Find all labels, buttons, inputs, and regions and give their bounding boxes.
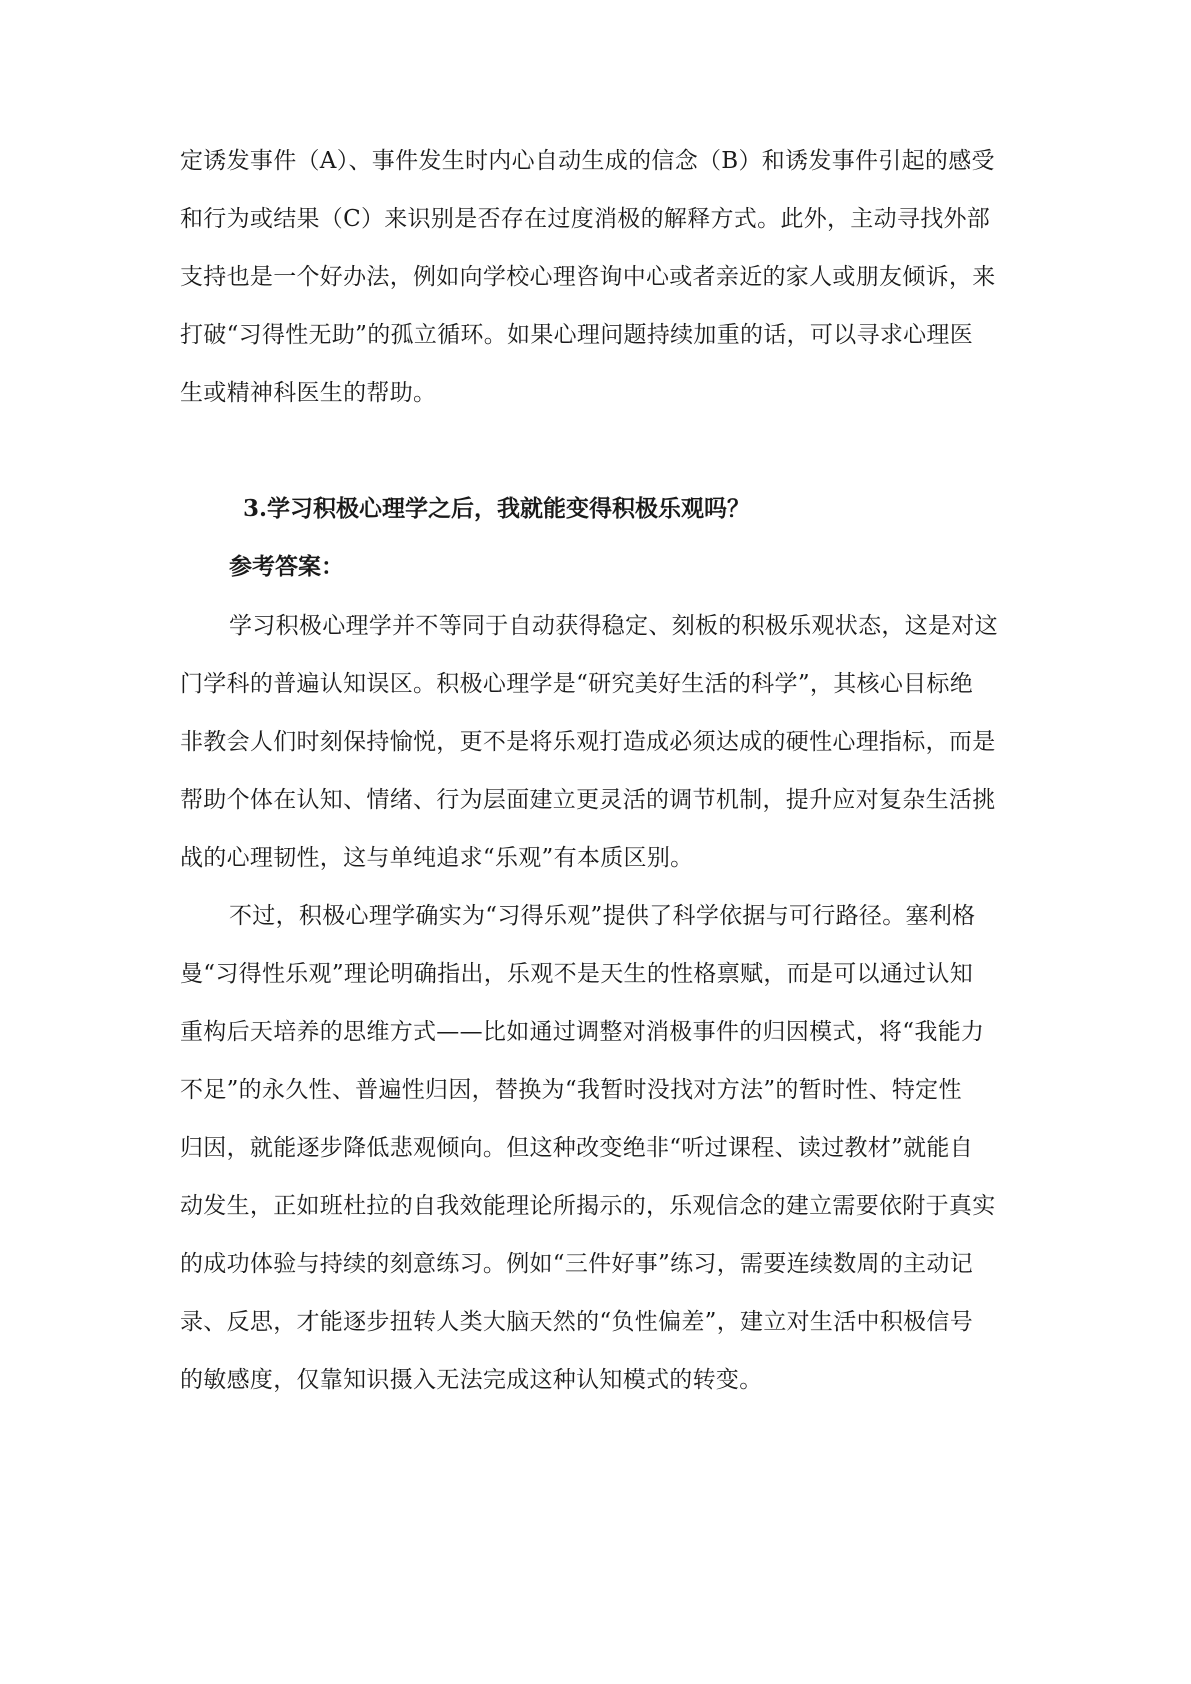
paragraph-line: 非教会人们时刻保持愉悦，更不是将乐观打造成必须达成的硬性心理指标，而是 xyxy=(180,729,996,755)
paragraph-line: 帮助个体在认知、情绪、行为层面建立更灵活的调节机制，提升应对复杂生活挑 xyxy=(180,787,996,813)
paragraph-line: 的成功体验与持续的刻意练习。例如“三件好事”练习，需要连续数周的主动记 xyxy=(180,1251,974,1277)
paragraph-line: 动发生，正如班杜拉的自我效能理论所揭示的，乐观信念的建立需要依附于真实 xyxy=(180,1193,996,1219)
intro-line: 和行为或结果（C）来识别是否存在过度消极的解释方式。此外，主动寻找外部 xyxy=(180,206,991,232)
paragraph-line: 门学科的普遍认知误区。积极心理学是“研究美好生活的科学”，其核心目标绝 xyxy=(180,671,974,697)
paragraph-line: 不过，积极心理学确实为“习得乐观”提供了科学依据与可行路径。塞利格 xyxy=(229,903,976,929)
question-heading: 3.学习积极心理学之后，我就能变得积极乐观吗？ xyxy=(243,495,751,522)
paragraph-line: 战的心理韧性，这与单纯追求“乐观”有本质区别。 xyxy=(180,845,694,871)
intro-line: 支持也是一个好办法，例如向学校心理咨询中心或者亲近的家人或朋友倾诉，来 xyxy=(180,264,996,290)
paragraph-line: 归因，就能逐步降低悲观倾向。但这种改变绝非“听过课程、读过教材”就能自 xyxy=(180,1135,974,1161)
paragraph-line: 录、反思，才能逐步扭转人类大脑天然的“负性偏差”，建立对生活中积极信号 xyxy=(180,1309,974,1335)
intro-line: 定诱发事件（A）、事件发生时内心自动生成的信念（B）和诱发事件引起的感受 xyxy=(180,148,995,174)
answer-label: 参考答案： xyxy=(229,553,344,580)
paragraph-line: 不足”的永久性、普遍性归因，替换为“我暂时没找对方法”的暂时性、特定性 xyxy=(180,1077,962,1103)
intro-line: 生或精神科医生的帮助。 xyxy=(180,380,437,406)
paragraph-line: 重构后天培养的思维方式——比如通过调整对消极事件的归因模式，将“我能力 xyxy=(180,1019,985,1045)
paragraph-line: 的敏感度，仅靠知识摄入无法完成这种认知模式的转变。 xyxy=(180,1367,763,1393)
intro-line: 打破“习得性无助”的孤立循环。如果心理问题持续加重的话，可以寻求心理医 xyxy=(180,322,974,348)
paragraph-line: 曼“习得性乐观”理论明确指出，乐观不是天生的性格禀赋，而是可以通过认知 xyxy=(180,961,974,987)
paragraph-line: 学习积极心理学并不等同于自动获得稳定、刻板的积极乐观状态，这是对这 xyxy=(229,613,998,639)
